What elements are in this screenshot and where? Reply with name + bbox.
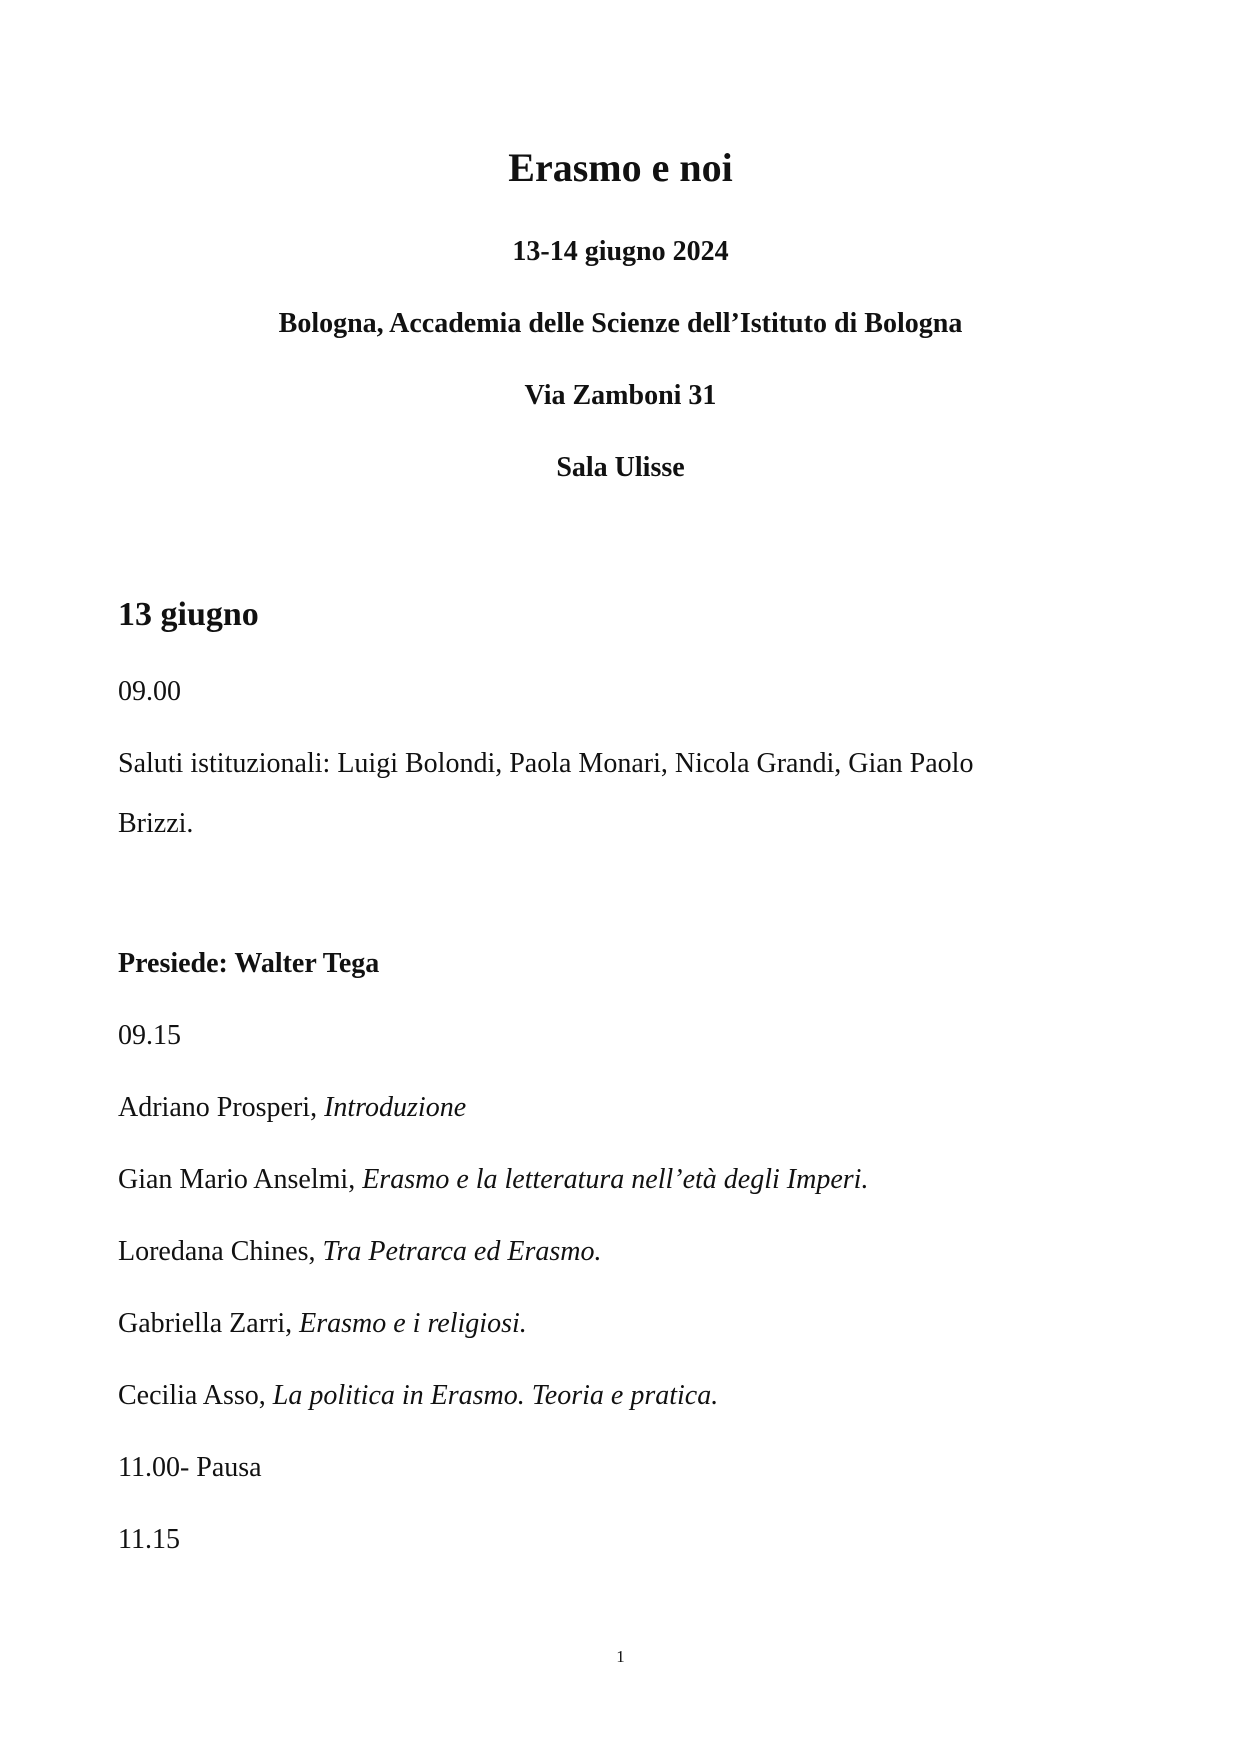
talk-title: Tra Petrarca ed Erasmo.	[322, 1236, 602, 1267]
talk-item	[118, 1308, 527, 1340]
page-number: 1	[616, 1647, 625, 1666]
talk-title: La politica in Erasmo. Teoria e pratica.	[272, 1380, 719, 1411]
session-chair: Presiede: Walter Tega	[118, 948, 380, 979]
event-address: Via Zamboni 31	[524, 380, 717, 411]
talk-item	[118, 1164, 868, 1196]
session-time: 09.15	[118, 1020, 181, 1051]
document-title: Erasmo e noi	[508, 145, 733, 190]
talk-speaker: Adriano Prosperi,	[118, 1092, 325, 1123]
greetings-text: Saluti istituzionali: Luigi Bolondi, Paola Monari, Nicola Grandi, Gian Paolo	[118, 748, 974, 779]
event-venue: Bologna, Accademia delle Scienze dell’Istituto di Bologna	[278, 308, 963, 339]
greetings-text-continued: Brizzi.	[118, 808, 194, 839]
day-heading: 13 giugno	[118, 596, 259, 633]
session-time: 11.15	[118, 1524, 180, 1555]
talk-item	[118, 1380, 718, 1412]
talk-speaker: Cecilia Asso,	[118, 1380, 273, 1411]
event-room: Sala Ulisse	[556, 452, 685, 483]
talk-item	[118, 1236, 601, 1268]
talk-item	[118, 1092, 466, 1124]
talk-speaker: Gian Mario Anselmi,	[118, 1164, 363, 1195]
event-dates: 13-14 giugno 2024	[512, 236, 729, 267]
talk-title: Introduzione	[324, 1092, 467, 1123]
talk-title: Erasmo e la letteratura nell’età degli Imperi.	[362, 1164, 869, 1195]
pause-time: 11.00- Pausa	[118, 1452, 262, 1483]
talk-speaker: Loredana Chines,	[118, 1236, 323, 1267]
talk-speaker: Gabriella Zarri,	[118, 1308, 300, 1339]
talk-title: Erasmo e i religiosi.	[299, 1308, 527, 1339]
session-time: 09.00	[118, 676, 181, 707]
